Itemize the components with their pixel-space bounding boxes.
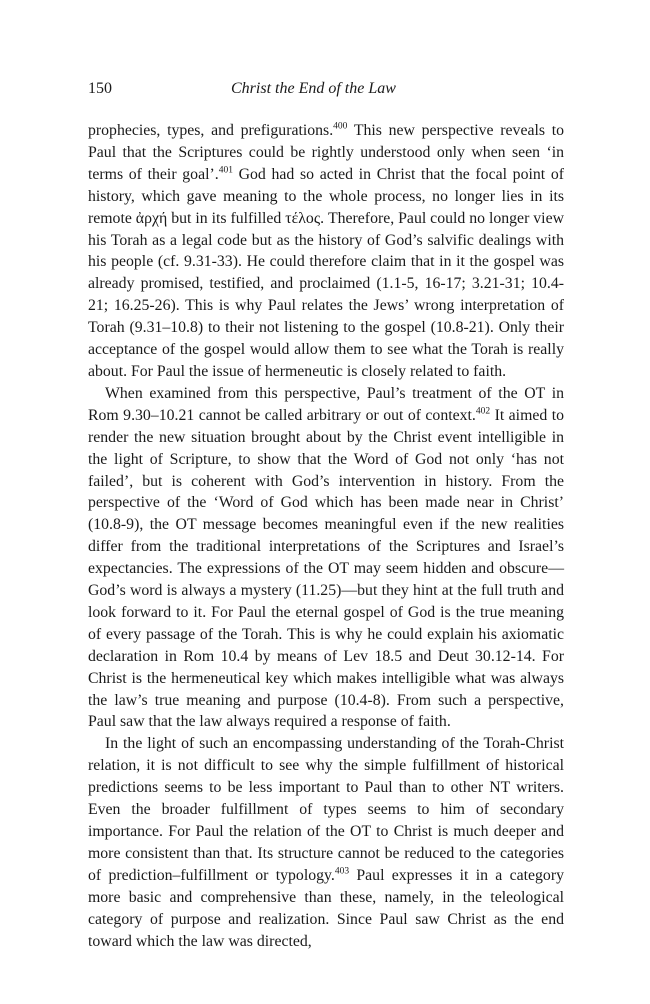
text-run: Paul expresses it in a category more basic and comprehensive than these, namely, in the teleological category of purpose and realization. Since Paul saw Christ as the end toward which the law was directed, (88, 866, 564, 950)
running-title: Christ the End of the Law (231, 80, 396, 97)
footnote-marker: 401 (218, 165, 233, 176)
paragraph (88, 733, 564, 952)
footnote-marker: 400 (333, 121, 348, 132)
footnote-marker: 402 (475, 406, 491, 417)
text-run: This new perspective reveals to Paul that the Scriptures could be rightly understood only when seen ‘in terms of their goal’. (88, 122, 564, 183)
page-number: 150 (88, 80, 112, 97)
paragraph (88, 383, 564, 734)
text-run: God had so acted in Christ that the focal point of history, which gave meaning to the whole process, no longer lies in its remote ἀρχή but in its fulfilled τέλος. Therefore, Paul could no longer view his Torah as a legal code but as the history of God’s salvific dealings with his people (cf. 9.31-33). He could therefore claim that in it the gospel was already promised, testified, and proclaimed (1.1-5, 16-17; 3.21-31; 10.4-21; 16.25-26). This is why Paul relates the Jews’ wrong interpretation of Torah (9.31–10.8) to their not listening to the gospel (10.8-21). Only their acceptance of the gospel would allow them to see what the Torah is really about. For Paul the issue of hermeneutic is closely related to faith. (88, 165, 564, 380)
paragraph (88, 120, 564, 383)
text-run: It aimed to render the new situation brought about by the Christ event intelligible in the light of Scripture, to show that the Word of God not only ‘has not failed’, but is coherent with God’s intervention in history. From the perspective of the ‘Word of God which has been made near in Christ’ (10.8-9), the OT message becomes meaningful even if the new realities differ from the traditional interpretations of the Scriptures and Israel’s expectancies. The expressions of the OT may seem hidden and obscure—God’s word is always a mystery (11.25)—but they hint at the full truth and look forward to it. For Paul the eternal gospel of God is the true meaning of every passage of the Torah. This is why he could explain his axiomatic declaration in Rom 10.4 by means of Lev 18.5 and Deut 30.12-14. For Christ is the hermeneutical key which makes intelligible what was always the law’s true meaning and purpose (10.4-8). From such a perspective, Paul saw that the law always required a response of faith. (88, 406, 564, 731)
text-run: When examined from this perspective, Paul’s treatment of the OT in Rom 9.30–10.21 cannot be called arbitrary or out of context. (88, 384, 564, 424)
page-header (88, 80, 568, 104)
text-run: prophecies, types, and prefigurations. (88, 122, 334, 139)
text-run: In the light of such an encompassing understanding of the Torah-Christ relation, it is not difficult to see why the simple fulfillment of historical predictions seems to be less important to Paul than to other NT writers. Even the broader fulfillment of types seems to him of secondary importance. For Paul the relation of the OT to Christ is much deeper and more consistent than that. Its structure cannot be reduced to the categories of prediction–fulfillment or typology. (88, 735, 564, 884)
body-text (88, 120, 564, 952)
footnote-marker: 403 (334, 866, 350, 877)
